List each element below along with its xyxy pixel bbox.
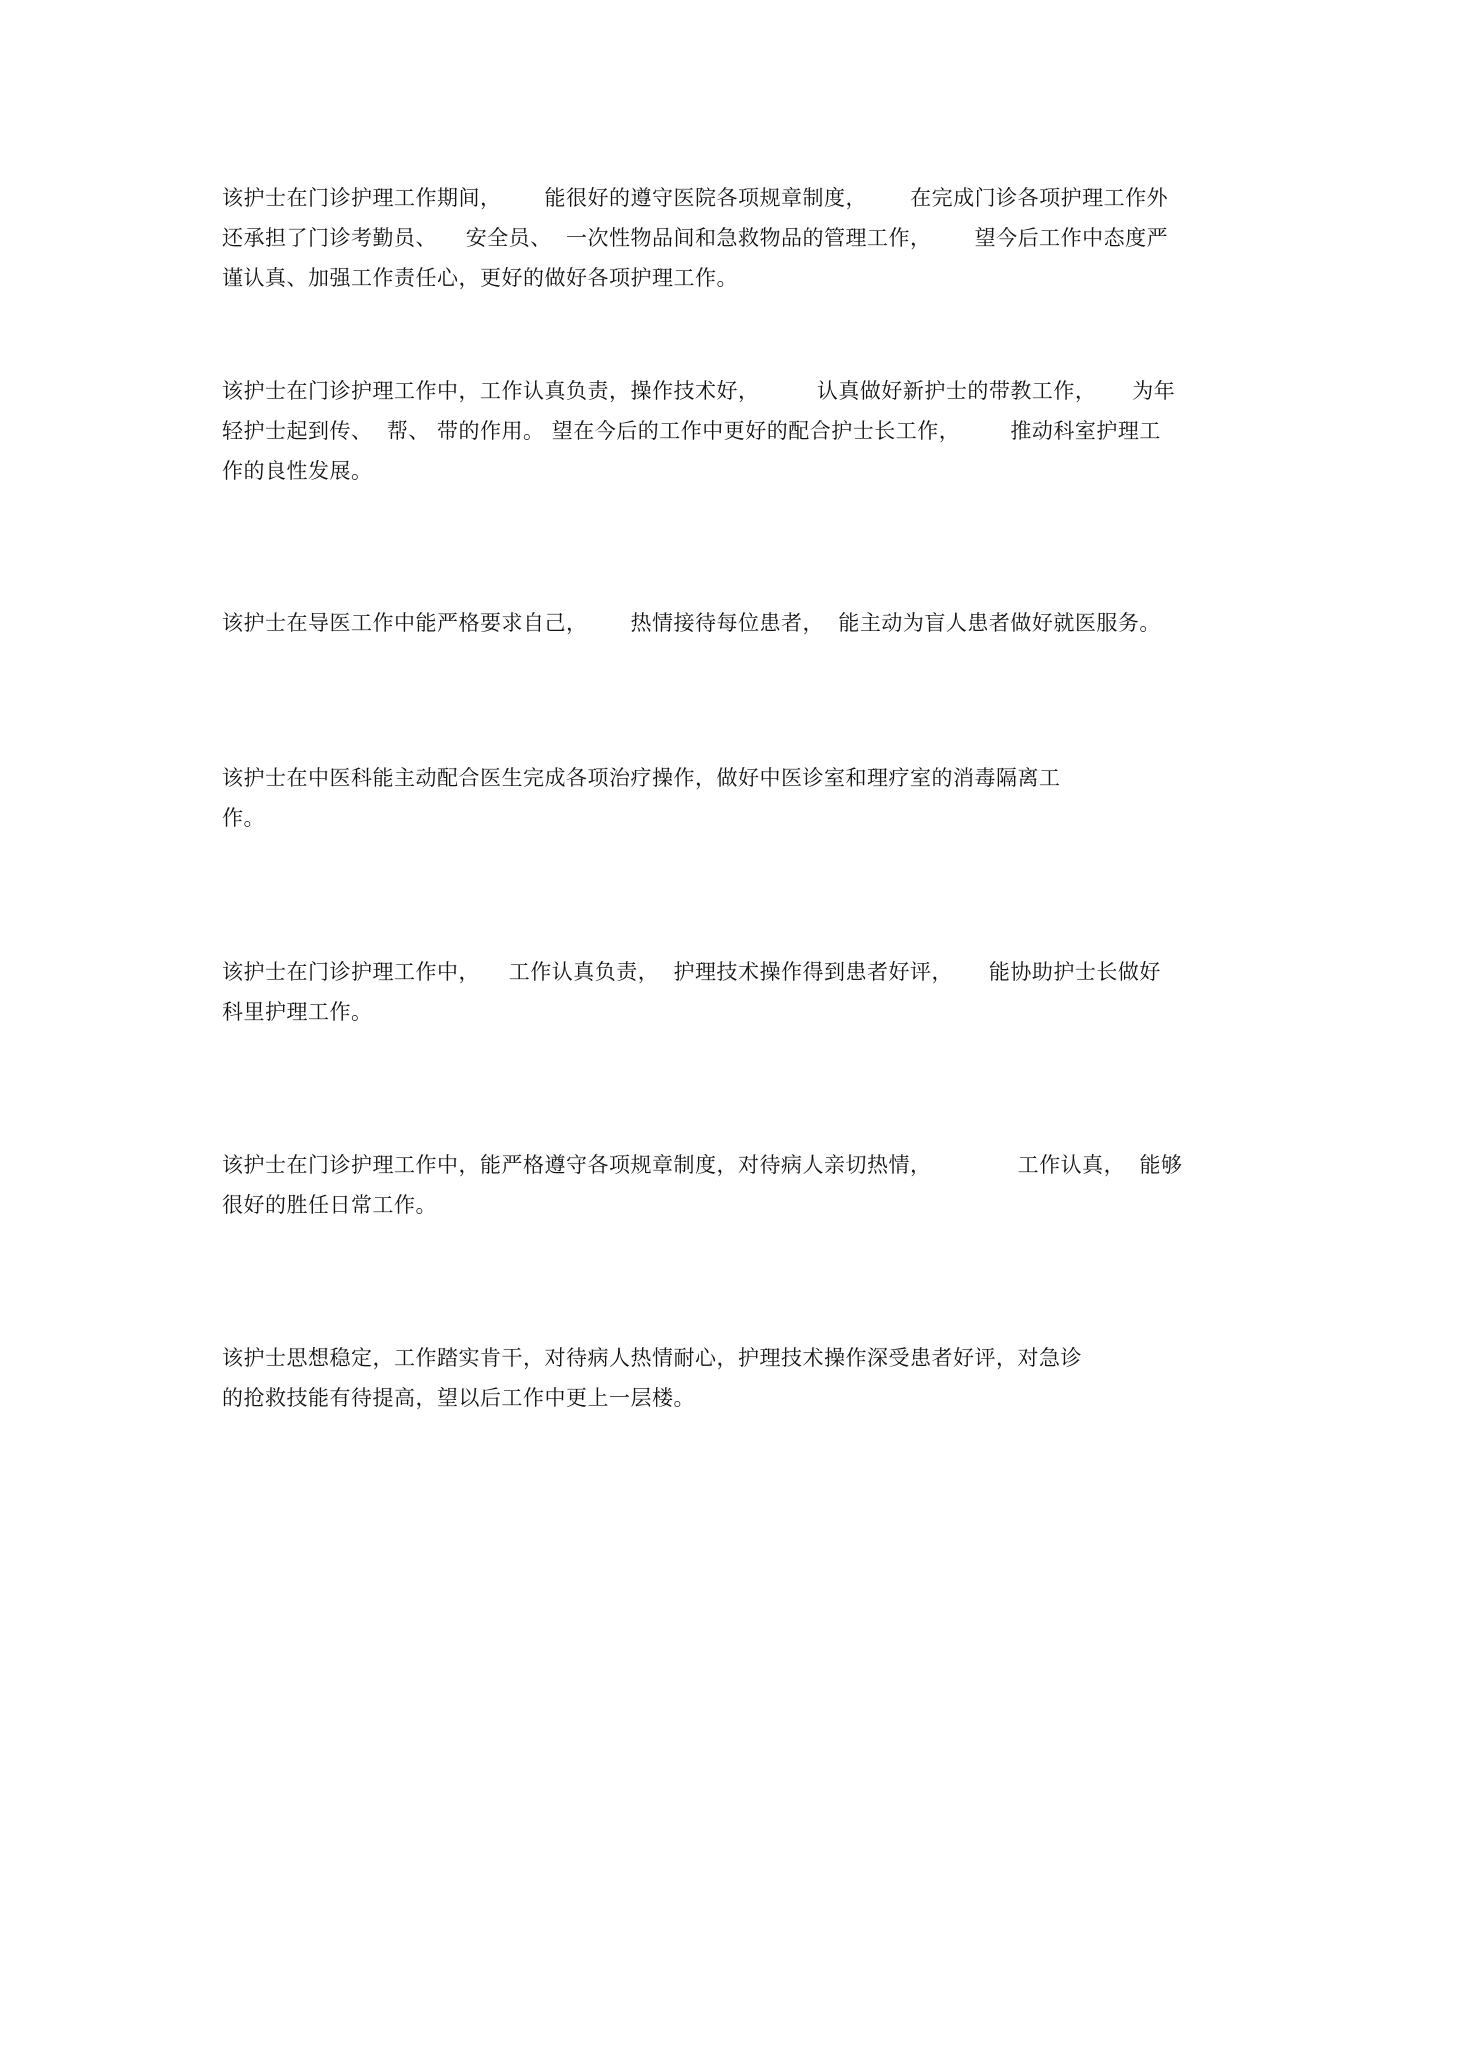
paragraph-line: 的抢救技能有待提高，望以后工作中更上一层楼。 (222, 1386, 695, 1410)
paragraph-line: 科里护理工作。 (222, 1000, 373, 1024)
evaluation-paragraph (222, 1145, 1252, 1225)
paragraph-line: 轻护士起到传、 帮、 带的作用。 望在今后的工作中更好的配合护士长工作， 推动科室护理工 (222, 419, 1161, 443)
paragraph-line: 该护士在门诊护理工作中， 工作认真负责， 护理技术操作得到患者好评， 能协助护士长做好 (222, 960, 1161, 984)
evaluation-paragraph (222, 178, 1252, 298)
paragraph-line: 作的良性发展。 (222, 459, 373, 483)
evaluation-paragraph (222, 603, 1252, 643)
paragraph-line: 该护士在中医科能主动配合医生完成各项治疗操作，做好中医诊室和理疗室的消毒隔离工 (222, 766, 1061, 790)
paragraph-line: 谨认真、加强工作责任心，更好的做好各项护理工作。 (222, 266, 738, 290)
paragraph-line: 还承担了门诊考勤员、 安全员、 一次性物品间和急救物品的管理工作， 望今后工作中态度严 (222, 226, 1169, 250)
evaluation-paragraph (222, 758, 1252, 838)
paragraph-line: 该护士在导医工作中能严格要求自己， 热情接待每位患者， 能主动为盲人患者做好就医服务。 (222, 611, 1161, 635)
paragraph-line: 该护士思想稳定，工作踏实肯干，对待病人热情耐心，护理技术操作深受患者好评，对急诊 (222, 1346, 1082, 1370)
evaluation-paragraph (222, 1338, 1252, 1418)
evaluation-paragraph (222, 952, 1252, 1032)
evaluation-paragraph (222, 371, 1252, 491)
paragraph-line: 作。 (222, 806, 265, 830)
paragraph-line: 该护士在门诊护理工作期间， 能很好的遵守医院各项规章制度， 在完成门诊各项护理工作外 (222, 186, 1169, 210)
paragraph-line: 很好的胜任日常工作。 (222, 1193, 437, 1217)
paragraph-line: 该护士在门诊护理工作中，能严格遵守各项规章制度，对待病人亲切热情， 工作认真， 能够 (222, 1153, 1183, 1177)
paragraph-line: 该护士在门诊护理工作中，工作认真负责，操作技术好， 认真做好新护士的带教工作， 为年 (222, 379, 1176, 403)
